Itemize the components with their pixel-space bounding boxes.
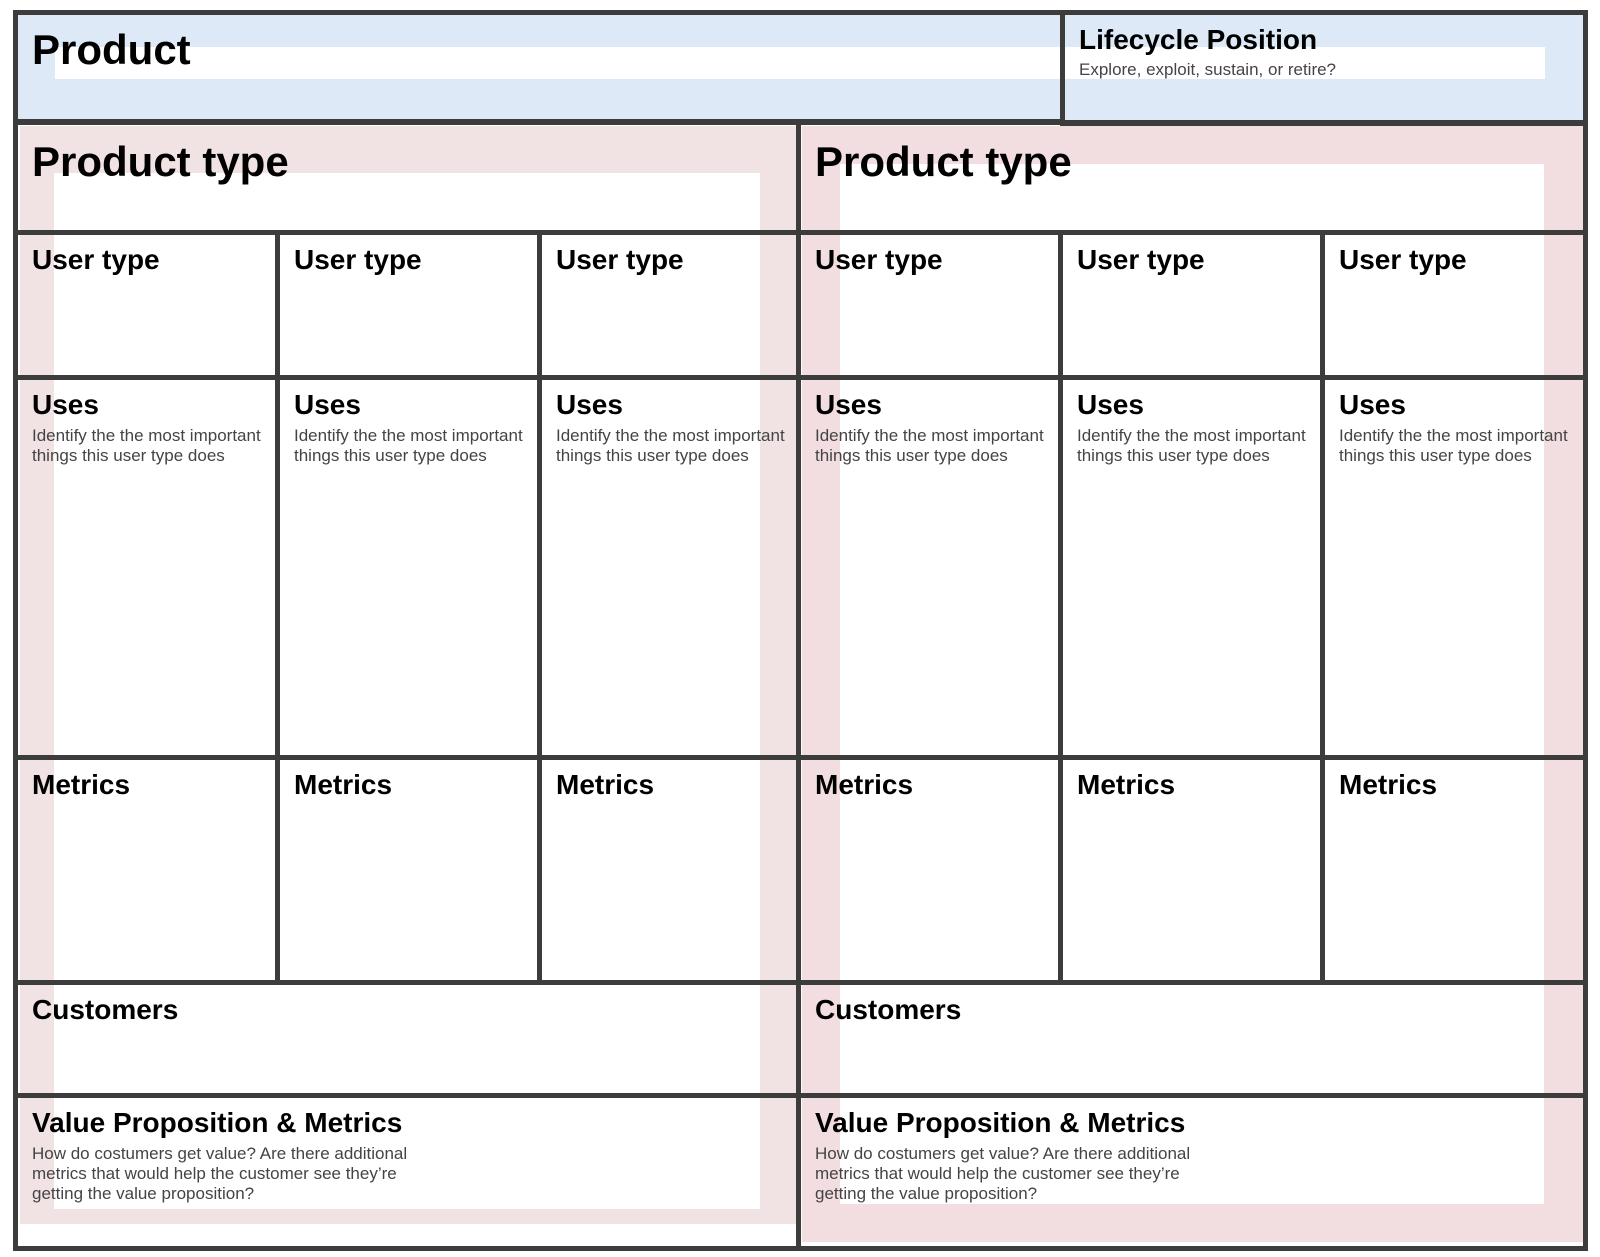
uses-cell[interactable] xyxy=(1320,375,1588,760)
user-type-cell[interactable] xyxy=(275,230,542,380)
user-type-label: User type xyxy=(294,244,422,275)
metrics-label: Metrics xyxy=(1339,769,1438,800)
user-type-label: User type xyxy=(1339,244,1467,275)
lifecycle-position-description: Explore, exploit, sustain, or retire? xyxy=(1079,60,1337,79)
user-type-cell[interactable] xyxy=(796,230,1063,380)
product-type-cell-right[interactable] xyxy=(796,120,1588,235)
product-label: Product xyxy=(32,26,191,73)
lifecycle-position-title: Lifecycle Position xyxy=(1079,24,1318,55)
customers-cell[interactable] xyxy=(796,980,1588,1098)
value-proposition-description: How do costumers get value? Are there additional metrics that would help the customer see they’re getting the value proposition? xyxy=(32,1144,408,1203)
uses-cell[interactable] xyxy=(1058,375,1325,760)
user-type-label: User type xyxy=(815,244,943,275)
customers-cell[interactable] xyxy=(13,980,801,1098)
user-type-cell[interactable] xyxy=(1320,230,1588,380)
product-type-label: Product type xyxy=(815,138,1072,185)
uses-description: Identify the the most important things this user type does xyxy=(556,426,785,465)
metrics-cell[interactable] xyxy=(275,755,542,985)
value-proposition-title: Value Proposition & Metrics xyxy=(815,1107,1186,1138)
metrics-cell[interactable] xyxy=(796,755,1063,985)
metrics-label: Metrics xyxy=(294,769,393,800)
uses-label: Uses xyxy=(556,389,623,420)
product-type-label: Product type xyxy=(32,138,289,185)
lifecycle-position-cell[interactable] xyxy=(1060,10,1588,126)
uses-cell[interactable] xyxy=(537,375,801,760)
value-proposition-description: How do costumers get value? Are there additional metrics that would help the customer see they’re getting the value proposition? xyxy=(815,1144,1191,1203)
value-proposition-cell[interactable] xyxy=(13,1093,801,1251)
uses-label: Uses xyxy=(1077,389,1144,420)
uses-cell[interactable] xyxy=(796,375,1063,760)
user-type-cell[interactable] xyxy=(1058,230,1325,380)
metrics-label: Metrics xyxy=(556,769,655,800)
metrics-label: Metrics xyxy=(32,769,131,800)
uses-label: Uses xyxy=(32,389,99,420)
uses-description: Identify the the most important things this user type does xyxy=(815,426,1044,465)
uses-cell[interactable] xyxy=(13,375,280,760)
value-proposition-title: Value Proposition & Metrics xyxy=(32,1107,403,1138)
user-type-cell[interactable] xyxy=(13,230,280,380)
uses-description: Identify the the most important things this user type does xyxy=(1339,426,1568,465)
customers-label: Customers xyxy=(815,994,962,1025)
value-proposition-cell[interactable] xyxy=(796,1093,1588,1251)
uses-label: Uses xyxy=(1339,389,1406,420)
metrics-cell[interactable] xyxy=(1320,755,1588,985)
user-type-cell[interactable] xyxy=(537,230,801,380)
user-type-label: User type xyxy=(1077,244,1205,275)
customers-label: Customers xyxy=(32,994,179,1025)
uses-description: Identify the the most important things this user type does xyxy=(1077,426,1306,465)
uses-description: Identify the the most important things this user type does xyxy=(294,426,523,465)
uses-cell[interactable] xyxy=(275,375,542,760)
metrics-cell[interactable] xyxy=(1058,755,1325,985)
metrics-label: Metrics xyxy=(1077,769,1176,800)
metrics-label: Metrics xyxy=(815,769,914,800)
metrics-cell[interactable] xyxy=(13,755,280,985)
product-cell[interactable] xyxy=(13,10,1065,124)
uses-description: Identify the the most important things this user type does xyxy=(32,426,261,465)
metrics-cell[interactable] xyxy=(537,755,801,985)
product-type-cell-left[interactable] xyxy=(13,120,801,235)
user-type-label: User type xyxy=(32,244,160,275)
user-type-label: User type xyxy=(556,244,684,275)
uses-label: Uses xyxy=(294,389,361,420)
uses-label: Uses xyxy=(815,389,882,420)
